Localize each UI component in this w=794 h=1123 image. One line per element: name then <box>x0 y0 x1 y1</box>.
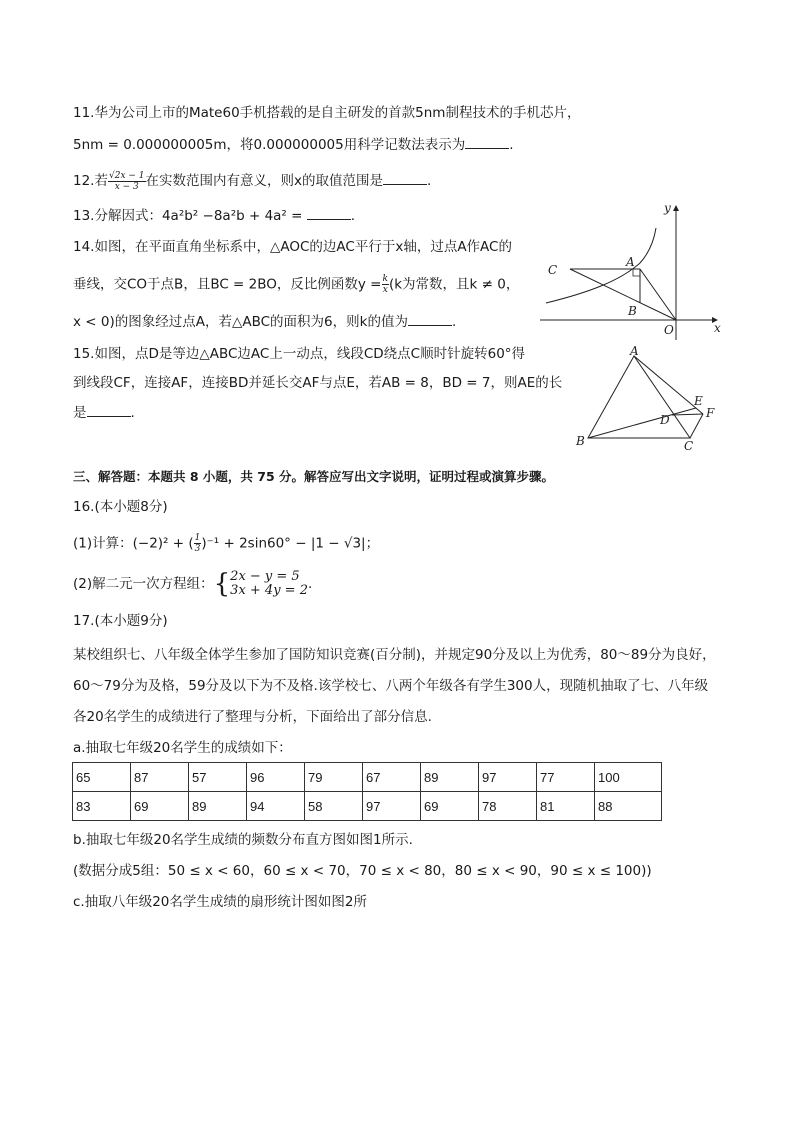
table-cell: 81 <box>537 792 595 821</box>
segment-CO <box>570 269 676 320</box>
label-C: C <box>684 439 694 453</box>
section-heading: 三、解答题：本题共 8 小题，共 75 分。解答应写出文字说明，证明过程或演算步骤。 <box>73 469 555 484</box>
q14-frac-top: k <box>382 274 388 284</box>
q12-suffix: 在实数范围内有意义，则x的取值范围是 <box>145 173 384 189</box>
q15-figure <box>570 344 720 454</box>
q16-part1-a: (1)计算：(−2)² + ( <box>73 535 194 552</box>
q13-answer-blank[interactable] <box>307 205 351 220</box>
scores-table <box>72 762 662 821</box>
right-angle-mark <box>633 269 640 276</box>
q16-part2-end: . <box>307 576 313 592</box>
label-B: B <box>576 434 585 448</box>
label-F: F <box>706 406 715 420</box>
q16-part1-b: )⁻¹ + 2sin60° − |1 − √3|； <box>201 535 380 552</box>
q16-part1 <box>73 533 379 554</box>
q12-line: 12.若 $\frac{√2x - 1}{x - 3}$ 在实数范围内有意义，则x的取值范围是 . <box>73 170 432 192</box>
q17-groups: (数据分成5组：50 ≤ x < 60，60 ≤ x < 70，70 ≤ x < 80，80 ≤ x < 90，90 ≤ x ≤ 100)) <box>73 863 652 879</box>
table-cell: 88 <box>595 792 662 821</box>
q11-line2-text: 5nm = 0.000000005m，将0.000000005用科学记数法表示为 <box>73 137 466 153</box>
q14-line3: x < 0)的图象经过点A，若△ABC的面积为6，则k的值为 . <box>73 311 456 332</box>
q12-frac-bottom: x − 3 <box>114 181 139 192</box>
table-cell: 79 <box>305 763 363 792</box>
q15-line3: 是 . <box>73 402 135 423</box>
label-y: y <box>664 201 671 215</box>
table-row <box>73 763 662 792</box>
brace-icon: { <box>213 569 231 599</box>
label-D: D <box>660 413 670 427</box>
equation-2: 3x + 4y = 2 <box>230 583 308 598</box>
label-O: O <box>664 323 674 337</box>
q14-line2-b: (k为常数，且k ≠ 0， <box>388 276 520 293</box>
q15-line1: 15.如图，点D是等边△ABC边AC上一动点，线段CD绕点C顺时针旋转60°得 <box>73 346 526 362</box>
table-cell: 87 <box>131 763 189 792</box>
triangle-ABC <box>588 356 690 438</box>
table-cell: 78 <box>479 792 537 821</box>
y-axis-arrow <box>673 205 679 211</box>
q11-line1: 11.华为公司上市的Mate60手机搭载的是自主研发的首款5nm制程技术的手机芯片， <box>73 105 581 121</box>
q15-answer-blank[interactable] <box>87 402 131 417</box>
q14-fraction <box>382 274 389 295</box>
q16-part2 <box>73 569 312 605</box>
q17-c-label: c.抽取八年级20名学生成绩的扇形统计图如图2所 <box>73 894 367 910</box>
q16-frac-top: 1 <box>194 533 201 543</box>
label-A: A <box>630 344 639 358</box>
q13-text: 13.分解因式：4a²b² −8a²b + 4a² = <box>73 208 307 224</box>
table-cell: 57 <box>189 763 247 792</box>
segment-DF <box>672 414 703 415</box>
table-cell: 97 <box>479 763 537 792</box>
segment-CF <box>690 414 703 438</box>
q14-answer-blank[interactable] <box>408 311 452 326</box>
label-A: A <box>626 255 635 269</box>
table-cell: 77 <box>537 763 595 792</box>
q16-header: 16.(本小题8分) <box>73 499 168 515</box>
segment-AF <box>634 356 703 414</box>
label-x: x <box>714 321 721 335</box>
q11-line2: 5nm = 0.000000005m，将0.000000005用科学记数法表示为 . <box>73 134 514 155</box>
q16-frac-bottom: 3 <box>194 544 201 554</box>
table-cell: 69 <box>131 792 189 821</box>
q12-frac-top: √2x − 1 <box>108 170 145 181</box>
table-cell: 97 <box>363 792 421 821</box>
q17-paragraph-1: 某校组织七、八年级全体学生参加了国防知识竞赛(百分制)，并规定90分及以上为优秀，80～89分为良好， <box>73 647 716 663</box>
table-cell: 67 <box>363 763 421 792</box>
q13-line: 13.分解因式：4a²b² −8a²b + 4a² = . <box>73 205 355 226</box>
equation-1: 2x − y = 5 <box>230 569 300 584</box>
q15-line3-text: 是 <box>73 405 87 421</box>
label-C: C <box>548 263 558 277</box>
q12-prefix: 12.若 <box>73 173 108 189</box>
table-cell: 89 <box>189 792 247 821</box>
q17-header: 17.(本小题9分) <box>73 613 168 629</box>
q11-answer-blank[interactable] <box>465 134 509 149</box>
q17-b-label: b.抽取七年级20名学生成绩的频数分布直方图如图1所示. <box>73 832 413 848</box>
table-cell: 89 <box>421 763 479 792</box>
q14-figure <box>536 200 726 350</box>
label-B: B <box>628 304 637 318</box>
q14-frac-bottom: x <box>382 285 388 295</box>
table-cell: 69 <box>421 792 479 821</box>
q14-line2 <box>73 274 519 295</box>
q14-line3-text: x < 0)的图象经过点A，若△ABC的面积为6，则k的值为 <box>73 314 408 330</box>
table-cell: 100 <box>595 763 662 792</box>
q14-line2-a: 垂线，交CO于点B，且BC = 2BO，反比例函数y = <box>73 276 382 293</box>
q14-line1: 14.如图，在平面直角坐标系中，△AOC的边AC平行于x轴，过点A作AC的 <box>73 239 512 255</box>
q12-answer-blank[interactable] <box>383 170 427 185</box>
table-cell: 65 <box>73 763 131 792</box>
q17-paragraph-3: 各20名学生的成绩进行了整理与分析，下面给出了部分信息. <box>73 709 432 725</box>
q16-part2-label: (2)解二元一次方程组： <box>73 576 214 592</box>
equation-system <box>230 570 308 598</box>
segment-AO <box>640 269 676 320</box>
table-cell: 96 <box>247 763 305 792</box>
q12-fraction <box>108 171 146 192</box>
q15-line2: 到线段CF，连接AF，连接BD并延长交AF与点E，若AB = 8，BD = 7，则AE的长 <box>73 375 563 391</box>
label-E: E <box>694 394 703 408</box>
q17-paragraph-2: 60～79分为及格，59分及以下为不及格.该学校七、八两个年级各有学生300人，现随机抽取了七、八年级 <box>73 678 709 694</box>
table-row <box>73 792 662 821</box>
q17-a-label: a.抽取七年级20名学生的成绩如下： <box>73 740 292 756</box>
table-cell: 83 <box>73 792 131 821</box>
table-cell: 94 <box>247 792 305 821</box>
table-cell: 58 <box>305 792 363 821</box>
